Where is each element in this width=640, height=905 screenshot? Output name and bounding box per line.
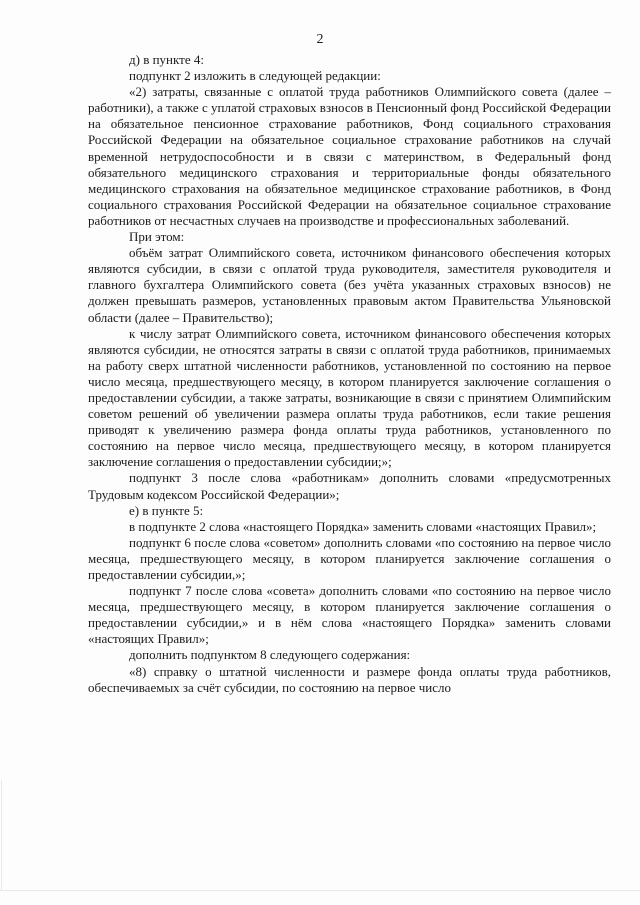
paragraph-subpoint-2-text: «2) затраты, связанные с оплатой труда работников Олимпийского совета (далее – работники), а также с уплатой страховых взносов в Пенсионный фонд Российской Федерации на обязательное пенсионное страхование работников, Фонд социального страхования Российской Федерации на обязательное социальное страхование работников на случай временной нетрудоспособности и в связи с материнством, в Федеральный фонд обязательного медицинского страхования и территориальные фонды обязательного медицинского страхования на обязательное медицинское страхование работников, в Фонд социального страхования Российской Федерации на обязательное социальное страхование работников от несчастных случаев на производстве и профессиональных заболеваний.: [88, 84, 611, 228]
page-number: 2: [316, 32, 324, 47]
scan-artifact-bottom: [0, 890, 640, 891]
paragraph-subpoint-7: подпункт 7 после слова «совета» дополнить словами «по состоянию на первое число месяца, предшествующего месяцу, в котором планируется заключение соглашения о предоставлении субсидии,» и в нём слова «настоящего Порядка» заменить словами «настоящих Правил»;: [88, 583, 611, 647]
paragraph-item-d: д) в пункте 4:: [129, 52, 204, 67]
paragraph-subpoint-3: подпункт 3 после слова «работникам» дополнить словами «предусмотренных Трудовым кодексом Российской Федерации»;: [88, 470, 611, 502]
paragraph-subpoint-2-intro: подпункт 2 изложить в следующей редакции:: [129, 68, 381, 84]
paragraph-subpoint-8-text: «8) справку о штатной численности и размере фонда оплаты труда работников, обеспечиваемых за счёт субсидии, по состоянию на первое число: [88, 663, 611, 695]
paragraph-subpoint-2-replace: в подпункте 2 слова «настоящего Порядка» заменить словами «настоящих Правил»;: [129, 518, 597, 534]
paragraph-item-e: е) в пункте 5:: [129, 502, 204, 518]
paragraph-obem-zatrat: объём затрат Олимпийского совета, источником финансового обеспечения которых являются субсидии, в связи с оплатой труда руководителя, заместителя руководителя и главного бухгалтера Олимпийского совета (без учёта указанных страховых взносов) не должен превышать размеров, установленных правовым актом Правительства Ульяновской области (далее – Правительство);: [88, 245, 611, 325]
paragraph-subpoint-6: подпункт 6 после слова «советом» дополнить словами «по состоянию на первое число месяца, предшествующего месяцу, в котором планируется заключение соглашения о предоставлении субсидии,»;: [88, 534, 611, 582]
scan-artifact-left: [1, 780, 2, 890]
paragraph-k-chislu-zatrat: к числу затрат Олимпийского совета, источником финансового обеспечения которых являются субсидии, не относятся затраты в связи с оплатой труда работников, принимаемых на работу сверх штатной численности работников, установленной по состоянию на первое число месяца, предшествующего месяцу, в котором планируется заключение соглашения о предоставлении субсидии, а также затраты, возникающие в связи с принятием Олимпийским советом решений об увеличении размера оплаты труда работников, если такие решения приводят к увеличению размера фонда оплаты труда работников, установленного по состоянию на первое число месяца, предшествующего месяцу, в котором планируется заключение соглашения о предоставлении субсидии;»;: [88, 325, 611, 470]
document-body: [88, 52, 611, 696]
paragraph-add-subpoint-8: дополнить подпунктом 8 следующего содержания:: [129, 647, 411, 663]
paragraph-pri-etom: При этом:: [129, 229, 185, 245]
